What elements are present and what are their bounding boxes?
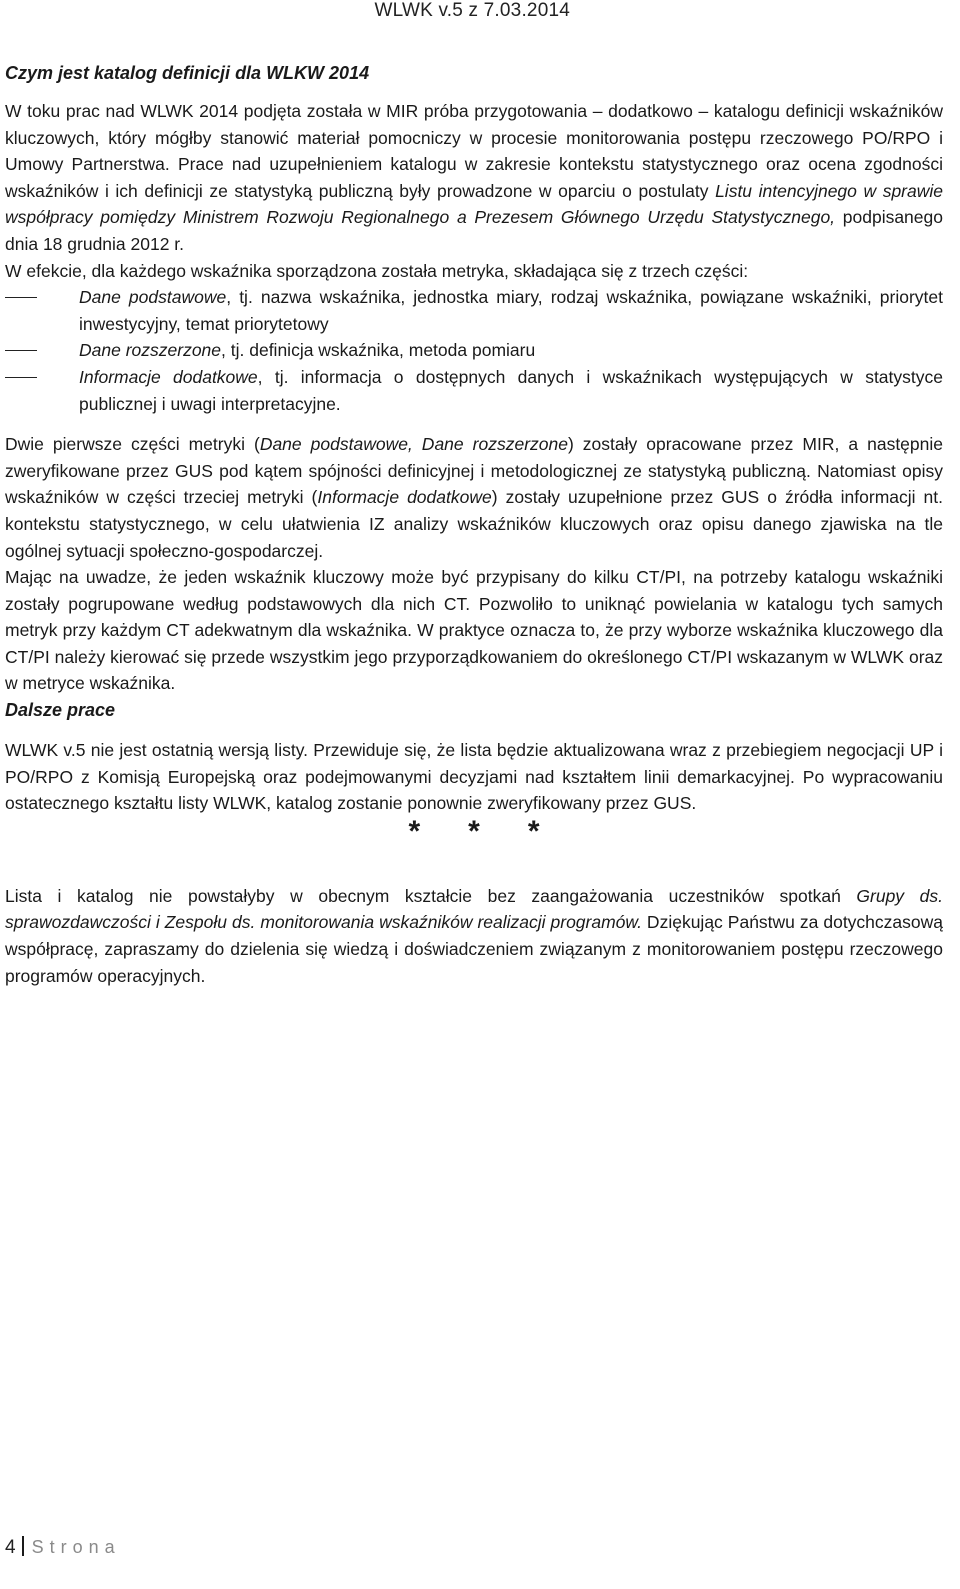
star-glyph: * [468,814,480,848]
paragraph-emphasis: Informacje dodatkowe [317,487,492,508]
paragraph-text: Dziękując Państwu za dotychczasową współpracę, zapraszamy do dzielenia się wiedzą i doświadczeniem związanym z monitorowaniem postępu rzeczowego programów operacyjnych. [5,912,944,986]
star-glyph: * [527,814,540,848]
list-item-term: Dane podstawowe [79,287,227,308]
paragraph-text: ) zostały opracowane przez MIR, a następnie zweryfikowane przez GUS pod kątem spójności definicyjnej i metodologicznej ze statystyką publiczną. Natomiast opisy wskaźników w części trzeciej metryki ( [5,434,943,508]
paragraph-text: Lista i katalog nie powstałyby w obecnym kształcie bez zaangażowania uczestników spotkań [5,885,857,906]
paragraph-intro [5,98,943,258]
list-item-text: , tj. definicja wskaźnika, metoda pomiaru [221,340,536,361]
section-title: Czym jest katalog definicji dla WLKW 2014 [5,63,370,83]
section-separator-stars [5,814,943,848]
paragraph-text: podpisanego dnia 18 grudnia 2012 r. [5,207,943,254]
dash-bullet [5,297,37,298]
dash-bullet [5,377,37,378]
metric-parts-list [5,284,943,417]
document-body [5,60,943,989]
page-number: 4 [5,1537,16,1558]
list-item [5,284,943,337]
paragraph-text: Dwie pierwsze części metryki ( [5,434,260,455]
paragraph-metric-parts [5,431,943,564]
list-item [5,364,943,417]
paragraph-text: W toku prac nad WLWK 2014 podjęta została w MIR próba przygotowania – dodatkowo – katalogu definicji wskaźników kluczowych, który mógłby stanowić materiał pomocniczy w procesie monitorowania postępu rzeczowego PO/RPO i Umowy Partnerstwa. Prace nad uzupełnieniem katalogu w zakresie kontekstu statystycznego oraz ocena zgodności wskaźników i ich definicji ze statystyką publiczną były prowadzone w oparciu o postulaty [5,101,943,201]
section-title: Dalsze prace [5,700,116,721]
footer-separator [22,1536,24,1556]
list-item-term: Informacje dodatkowe [79,366,258,387]
page-footer [5,1536,121,1559]
paragraph-closing [5,883,943,989]
paragraph-metric-intro: W efekcie, dla każdego wskaźnika sporządzona została metryka, składająca się z trzech części: [5,260,749,281]
paragraph-further-work: WLWK v.5 nie jest ostatnią wersją listy. Przewiduje się, że lista będzie aktualizowana wraz z przebiegiem negocjacji UP i PO/RPO z Komisją Europejską oraz podejmowanymi decyzjami nad kształtem linii demarkacyjnej. Po wypracowaniu ostatecznego kształtu listy WLWK, katalog zostanie ponownie zweryfikowany przez GUS. [5,740,943,814]
list-item-term: Dane rozszerzone [79,340,222,361]
paragraph-text: ) zostały uzupełnione przez GUS o źródła informacji nt. kontekstu statystycznego, w celu ułatwienia IZ analizy wskaźników kluczowych oraz opisu danego zjawiska na tle ogólnej sytuacji społeczno-gospodarczej. [5,487,943,561]
list-item-text: , tj. informacja o dostępnych danych i wskaźnikach występujących w statystyce publicznej i uwagi interpretacyjne. [79,366,943,414]
star-glyph: * [408,814,421,848]
paragraph-emphasis: Dane podstawowe, Dane rozszerzone [259,434,568,455]
page-header-version: WLWK v.5 z 7.03.2014 [374,0,570,21]
paragraph-emphasis: Listu intencyjnego w sprawie współpracy pomiędzy Ministrem Rozwoju Regionalnego a Prezesem Głównego Urzędu Statystycznego, [5,180,944,228]
paragraph-emphasis: Grupy ds. sprawozdawczości i Zespołu ds. monitorowania wskaźników realizacji programów. [5,885,943,933]
list-item [5,337,943,364]
page-label: Strona [31,1537,121,1557]
dash-bullet [5,350,37,351]
list-item-text: , tj. nazwa wskaźnika, jednostka miary, rodzaj wskaźnika, powiązane wskaźniki, priorytet inwestycyjny, temat priorytetowy [79,287,944,334]
paragraph-grouping: Mając na uwadze, że jeden wskaźnik kluczowy może być przypisany do kilku CT/PI, na potrzeby katalogu wskaźniki zostały pogrupowane według podstawowych dla nich CT. Pozwoliło to uniknąć powielania w katalogu tych samych metryk przy każdym CT adekwatnym dla wskaźnika. W praktyce oznacza to, że przy wyborze wskaźnika kluczowego dla CT/PI należy kierować się przede wszystkim jego przyporządkowaniem do określonego CT/PI wskazanym w WLWK oraz w metryce wskaźnika. [5,567,943,694]
